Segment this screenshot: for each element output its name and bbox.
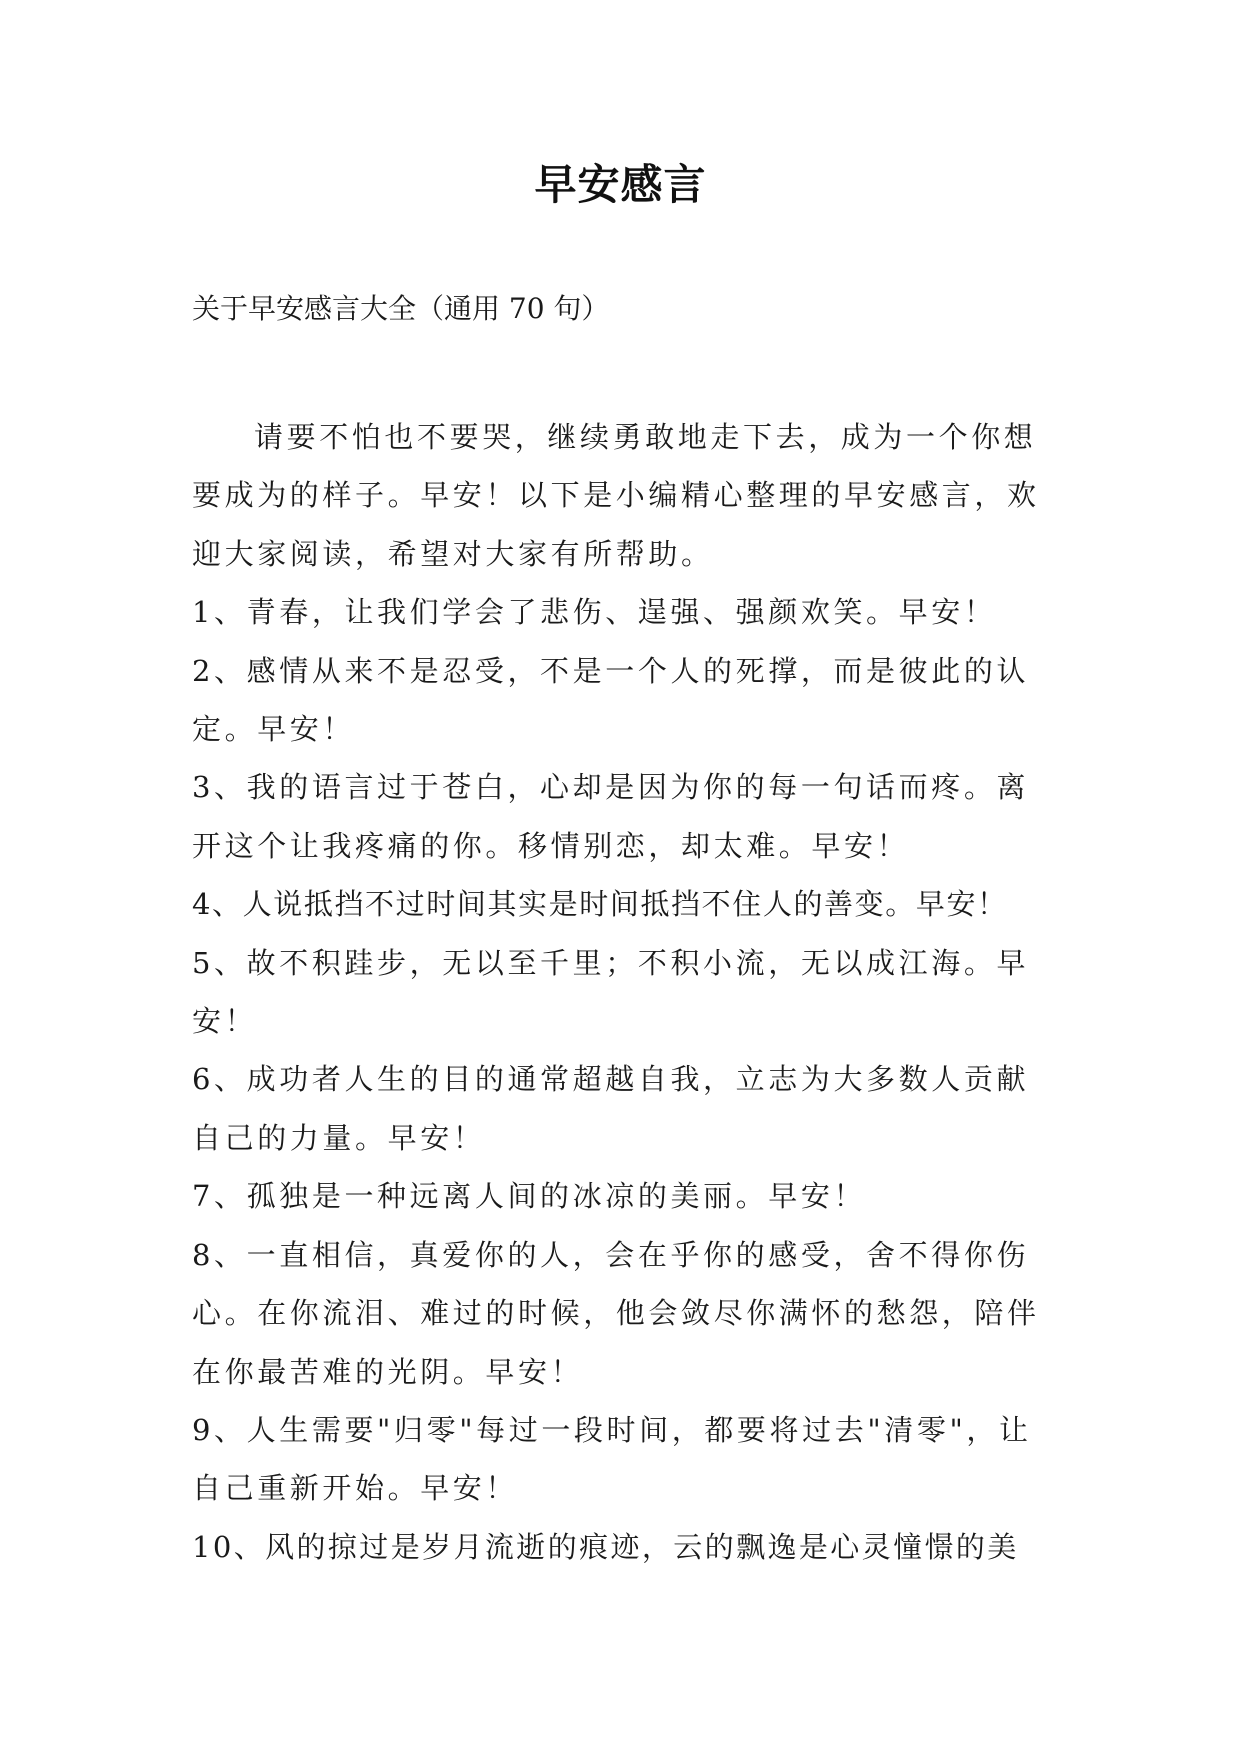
list-item: 1、青春，让我们学会了悲伤、逞强、强颜欢笑。早安！: [192, 595, 997, 630]
document-subtitle: 关于早安感言大全（通用 70 句）: [192, 292, 610, 325]
list-item: 7、孤独是一种远离人间的冰凉的美丽。早安！: [192, 1179, 867, 1214]
list-item: 3、我的语言过于苍白，心却是因为你的每一句话而疼。离开这个让我疼痛的你。移情别恋，却太难。早安！: [192, 770, 1030, 863]
list-item: 9、人生需要"归零"每过一段时间，都要将过去"清零"，让自己重新开始。早安！: [192, 1412, 1032, 1506]
list-item: 5、故不积跬步，无以至千里；不积小流，无以成江海。早安！: [192, 945, 1030, 1039]
document-title: 早安感言: [534, 160, 707, 209]
list-item: 4、人说抵挡不过时间其实是时间抵挡不住人的善变。早安！: [192, 887, 1008, 922]
document-body: [192, 408, 1060, 1576]
list-item: 2、感情从来不是忍受，不是一个人的死撑，而是彼此的认定。早安！: [192, 653, 1030, 747]
intro-paragraph: 请要不怕也不要哭，继续勇敢地走下去，成为一个你想要成为的样子。早安！以下是小编精心整理的早安感言，欢迎大家阅读，希望对大家有所帮助。: [192, 420, 1040, 571]
list-item: 6、成功者人生的目的通常超越自我，立志为大多数人贡献自己的力量。早安！: [192, 1062, 1030, 1155]
list-item: 10、风的掠过是岁月流逝的痕迹，云的飘逸是心灵憧憬的美: [192, 1529, 1019, 1564]
list-item: 8、一直相信，真爱你的人，会在乎你的感受，舍不得你伤心。在你流泪、难过的时候，他会敛尽你满怀的愁怨，陪伴在你最苦难的光阴。早安！: [192, 1237, 1040, 1389]
